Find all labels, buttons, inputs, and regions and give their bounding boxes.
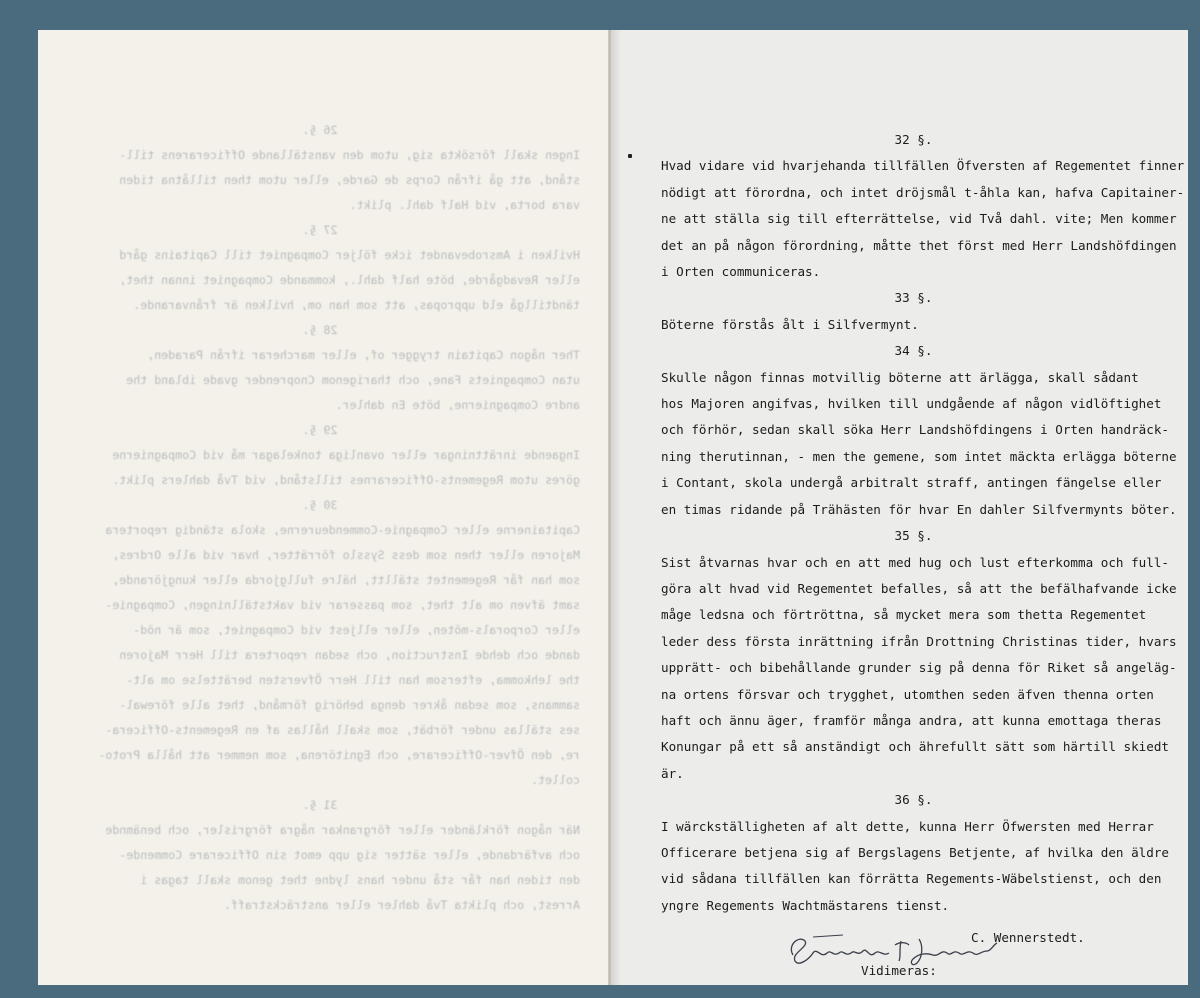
bleed-text-line: sammans, som sedan åkrer denga behörig förmånd, thet alle förewal- [119, 698, 580, 712]
text-line: Skulle någon finnas motvillig böterne att ärlägga, skall sådant [661, 369, 1139, 385]
text-line: det an på någon förordning, måtte thet först med Herr Landshöfdingen [661, 237, 1177, 253]
bleed-text-line: Capitainerne eller Compagnie-Commendeurerne, skola ständig reportera [105, 523, 580, 537]
bleed-text-line: tändtillgå eld uppropas, att som han om, hvilken är frånvarande. [133, 298, 580, 312]
section-heading: 34 §. [894, 343, 933, 359]
text-line: i Orten communiceras. [661, 264, 821, 280]
section-heading: 35 §. [894, 528, 933, 544]
handwritten-signature [783, 923, 1023, 973]
scan-speck [628, 154, 632, 158]
bleed-text-line: eller Corporals-möten, eller elljest vid Compagniet, som är nöd- [133, 623, 580, 637]
text-line: göra alt hvad vid Regementet befalles, så att the befälhafvande icke [661, 580, 1177, 596]
verification-label: Vidimeras: [861, 962, 937, 978]
right-page [611, 30, 1188, 985]
text-line: hos Majoren angifvas, hvilken till undgående af någon vidlöftighet [661, 396, 1162, 412]
text-line: I wärckställigheten af alt dette, kunna Herr Öfwersten med Herrar [661, 818, 1154, 834]
text-line: haft och ännu äger, framför många andra, att kunna emottaga theras [661, 712, 1162, 728]
bleed-text-line: som han får Regementet ställtt, hälre fullgjorda eller kungjörande, [112, 573, 580, 587]
left-page [38, 30, 610, 985]
bleed-text-line: Ingaende inrättningar eller ovanliga tonkelagar må vid Compagnierne [112, 448, 580, 462]
text-line: Officerare betjena sig af Bergslagens Betjente, af hvilka den äldre [661, 844, 1169, 860]
text-line: och förhör, sedan skall söka Herr Landshöfdingens i Orten handräck- [661, 422, 1169, 438]
text-line: Sist åtvarnas hvar och en att med hug och lust efterkomma och full- [661, 554, 1169, 570]
bleed-text-line: dande och dehde Instruction, och sedan reportera till Herr Majoren [119, 648, 580, 662]
text-line: måge ledsna och förtröttna, så mycket mera som thetta Regementet [661, 607, 1147, 623]
typed-signature: C. Wennerstedt. [971, 930, 1085, 946]
bleed-text-line: samt äfven om alt thet, som passerar vid vaktställningen, Compagnie- [105, 598, 580, 612]
bleed-section-heading: 26 §. [302, 123, 338, 137]
text-line: ning therutinnan, - men the gemene, som intet mäckta erlägga böterne [661, 448, 1177, 464]
bleed-section-heading: 30 §. [302, 498, 338, 512]
right-page-text [661, 127, 1185, 984]
bleed-text-line: När någon förkländer eller förgrankar några förgrisler, och benämnde [105, 823, 580, 837]
bleed-text-line: vara borta, vid Half dahl. plikt. [349, 198, 580, 212]
bleed-text-line: Ther någon Capitain trygger of, eller marcherar ifrån Paraden, [147, 348, 580, 362]
bleed-section-heading: 27 §. [302, 223, 338, 237]
bleed-text-line: eller Revadgårde, böte half dahl., kommande Compagniet innan thet, [119, 273, 580, 287]
text-line: leder dess första inrättning ifrån Drottning Christinas tider, hvars [661, 633, 1177, 649]
bleed-section-heading: 28 §. [302, 323, 338, 337]
bleed-text-line: Majoren eller then som dess Sysslo förrätter, hvar vid alle Ordres, [112, 548, 580, 562]
bleed-text-line: utan Compagniets Fane, och tharigenom Cnoprender gvade ibland the [126, 373, 580, 387]
bleed-section-heading: 29 §. [302, 423, 338, 437]
section-heading: 33 §. [894, 290, 933, 306]
bleed-text-line: collet. [531, 773, 580, 787]
text-line: i Contant, skola undergå arbitralt straff, antingen fängelse eller [661, 475, 1162, 491]
bleed-text-line: ses ställas under förbät, som skall hållas af en Regements-Officera- [105, 723, 580, 737]
bleed-text-line: andre Compagnierne, böte En dahler. [335, 398, 580, 412]
bleed-text-line: the lehkomma, eftersom han till Herr Öfversten berättelse om alt- [126, 673, 580, 687]
bleed-text-line: stånd, att gå ifrån Corps de Garde, eller utom then tillåtna tiden [119, 173, 580, 187]
text-line: na ortens försvar och trygghet, utomthen seden äfven thenna orten [661, 686, 1154, 702]
bleed-through-text [38, 30, 610, 985]
text-line: en timas ridande på Trähästen för hvar En dahler Silfvermynts böter. [661, 501, 1177, 517]
text-line: upprätt- och bibehållande grunder sig på denna för Riket så angeläg- [661, 660, 1177, 676]
text-line: Konungar på ett så anständigt och ährefullt sätt som härtill skiedt [661, 739, 1169, 755]
bleed-text-line: den tiden han får stå under hans lydne thet genom skall tagas i [140, 873, 580, 887]
bleed-text-line: Hvilken i Amsrobevandet icke följer Compagniet till Capitains gård [119, 248, 580, 262]
text-line: Böterne förstås ålt i Silfvermynt. [661, 316, 919, 332]
text-line: är. [661, 765, 684, 781]
text-line: yngre Regements Wachtmästarens tienst. [661, 897, 950, 913]
bleed-text-line: och avfärdande, eller sätter sig upp emot sin Officerare Commende- [119, 848, 580, 862]
bleed-text-line: Arrest, och plikta Två dahler eller ansträckstraff. [224, 898, 580, 912]
bleed-text-line: göres utom Regements-Officerarnes tillstånd, vid Två dahlers plikt. [112, 473, 580, 487]
bleed-text-line: re, den Öfver-Officerare, och Egnitörena, som nemmer att hålla Proto- [98, 748, 580, 762]
text-line: nödigt att förordna, och intet dröjsmål t-åhla kan, hafva Capitainer- [661, 184, 1185, 200]
text-line: Hvad vidare vid hvarjehanda tillfällen Öfversten af Regementet finner [661, 158, 1185, 174]
text-line: ne att ställa sig till efterrättelse, vid Två dahl. vite; Men kommer [661, 211, 1177, 227]
text-line: vid sådana tillfällen kan förrätta Regements-Wäbelstienst, och den [661, 871, 1162, 887]
section-heading: 32 §. [894, 132, 933, 147]
bleed-section-heading: 31 §. [302, 798, 338, 812]
section-heading: 36 §. [894, 792, 933, 808]
bleed-text-line: Ingen skall försökta sig, utom den vanställande Officerarens till- [119, 148, 580, 162]
